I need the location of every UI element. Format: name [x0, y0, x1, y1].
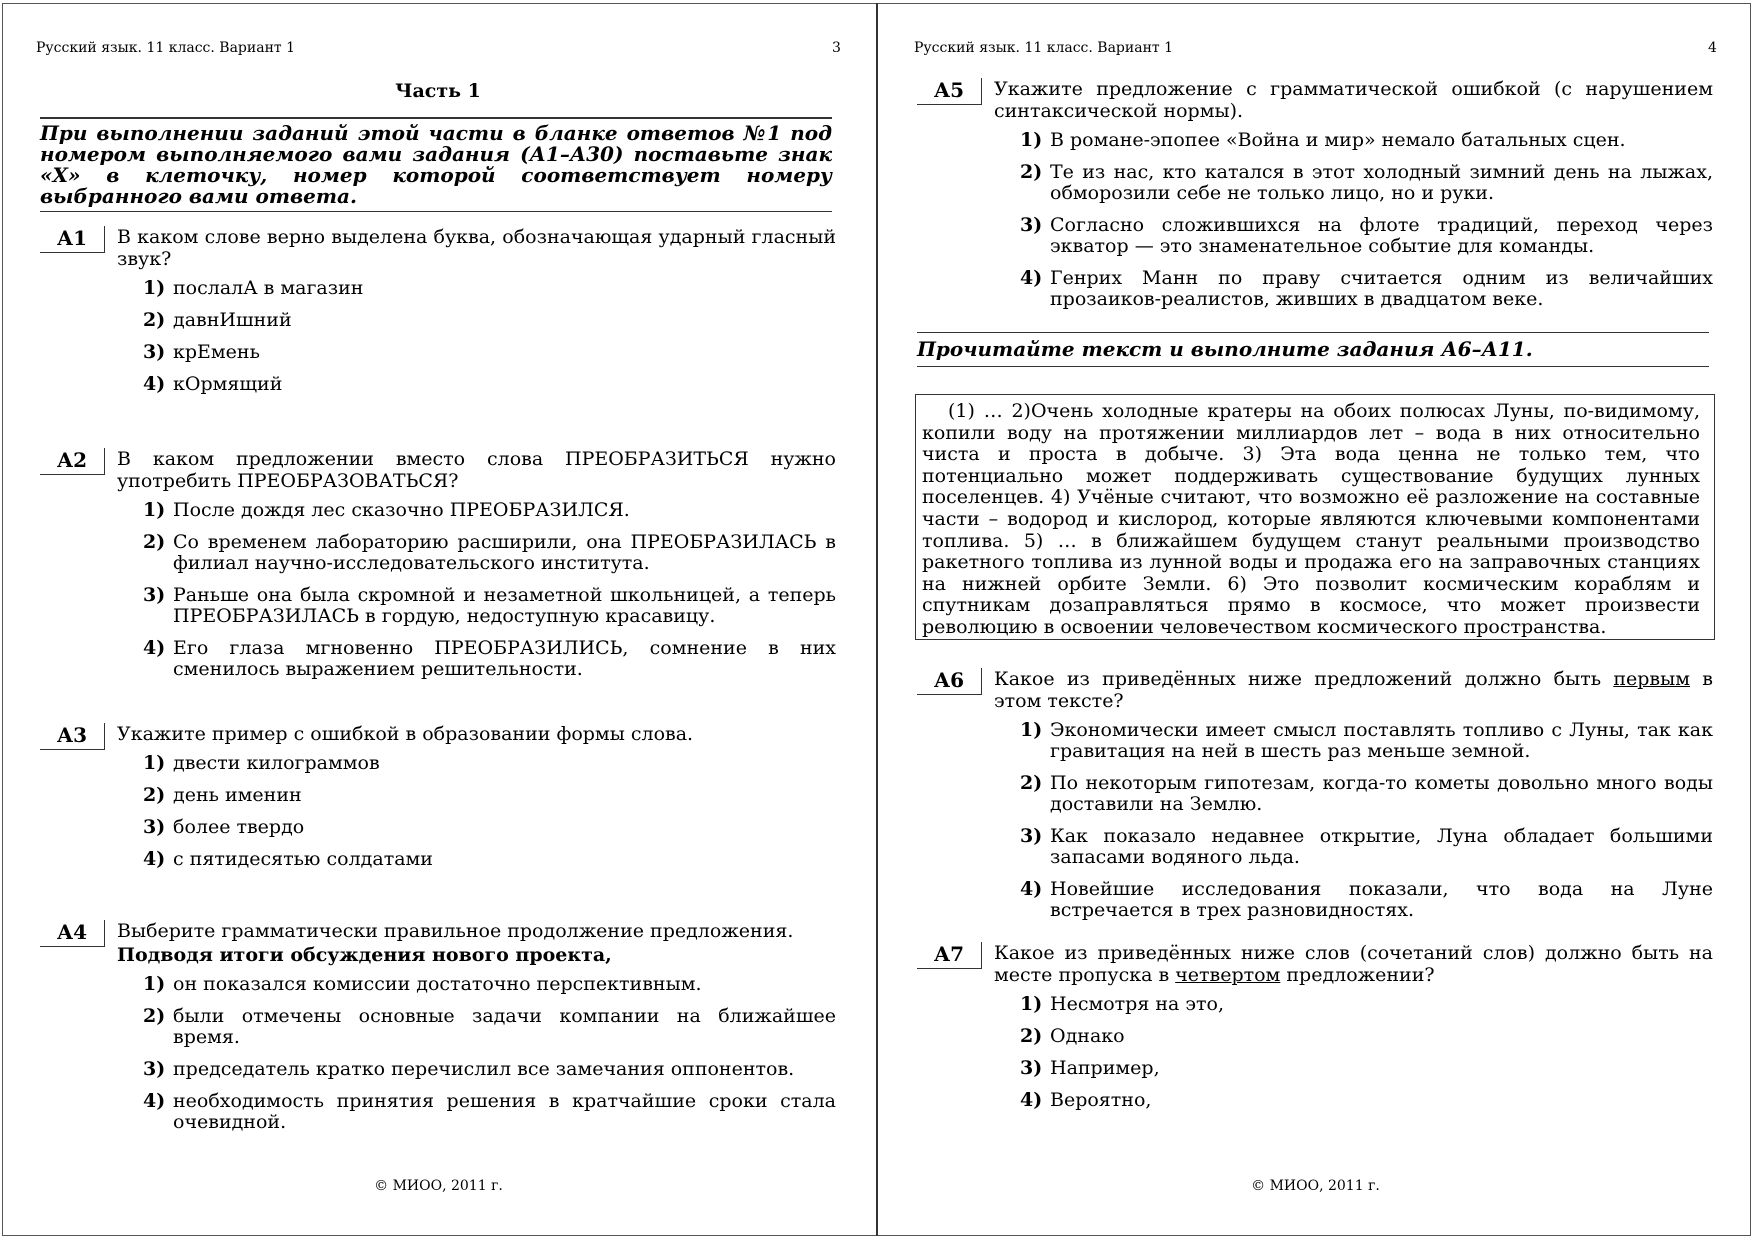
option-3[interactable]	[1020, 826, 1713, 868]
task-number: А3	[40, 723, 105, 750]
option-2[interactable]	[143, 785, 836, 806]
option-number: 3)	[1020, 1057, 1043, 1079]
option-number: 2)	[143, 309, 166, 331]
option-2[interactable]	[143, 532, 836, 574]
option-text: необходимость принятия решения в кратчайшие сроки стала очевидной.	[173, 1090, 836, 1133]
option-number: 3)	[1020, 825, 1043, 847]
option-4[interactable]	[143, 1091, 836, 1133]
page-footer: © МИОО, 2011 г.	[374, 1178, 503, 1194]
option-number: 1)	[143, 752, 166, 774]
option-text: Экономически имеет смысл поставлять топливо с Луны, так как гравитация на ней в шесть раз меньше земной.	[1050, 719, 1713, 762]
task-question: Укажите пример с ошибкой в образовании формы слова.	[117, 723, 694, 745]
option-text: председатель кратко перечислил все замечания оппонентов.	[173, 1058, 795, 1080]
option-text: давнИшний	[173, 309, 292, 331]
options	[1020, 130, 1713, 310]
option-number: 2)	[1020, 1025, 1043, 1047]
read-instruction: Прочитайте текст и выполните задания А6–А11.	[917, 332, 1709, 367]
option-text: послалА в магазин	[173, 277, 364, 299]
option-2[interactable]	[1020, 162, 1713, 204]
option-number: 1)	[143, 973, 166, 995]
option-2[interactable]	[1020, 1026, 1713, 1047]
option-number: 3)	[143, 584, 166, 606]
option-3[interactable]	[143, 1059, 836, 1080]
task-number: А6	[917, 668, 982, 695]
option-number: 1)	[1020, 129, 1043, 151]
option-4[interactable]	[143, 638, 836, 680]
options	[143, 278, 836, 395]
option-text: Например,	[1050, 1057, 1160, 1079]
option-text: Вероятно,	[1050, 1089, 1152, 1111]
option-4[interactable]	[143, 849, 836, 870]
task-question: В каком слове верно выделена буква, обозначающая ударный гласный звук?	[117, 226, 836, 270]
page-number: 3	[832, 40, 841, 56]
option-1[interactable]	[143, 753, 836, 774]
option-text: По некоторым гипотезам, когда-то кометы довольно много воды доставили на Землю.	[1050, 772, 1713, 815]
question-underlined: четвертом	[1175, 964, 1281, 986]
task-number: А2	[40, 448, 105, 475]
task-question	[994, 668, 1713, 712]
option-1[interactable]	[1020, 130, 1713, 151]
page-header: Русский язык. 11 класс. Вариант 1	[914, 40, 1174, 56]
option-number: 1)	[143, 277, 166, 299]
options	[143, 974, 836, 1133]
option-number: 1)	[1020, 719, 1043, 741]
option-number: 4)	[143, 1090, 166, 1112]
option-number: 2)	[1020, 161, 1043, 183]
option-text: Генрих Манн по праву считается одним из величайших прозаиков-реалистов, живших в двадцатом веке.	[1050, 267, 1713, 310]
options	[143, 753, 836, 870]
option-text: кОрмящий	[173, 373, 283, 395]
option-number: 4)	[143, 637, 166, 659]
question-text-end: предложении?	[1280, 964, 1435, 986]
task-question: В каком предложении вместо слова ПРЕОБРАЗИТЬСЯ нужно употребить ПРЕОБРАЗОВАТЬСЯ?	[117, 448, 836, 492]
task-a2	[40, 448, 836, 691]
option-3[interactable]	[1020, 215, 1713, 257]
task-number: А4	[40, 920, 105, 947]
right-page	[877, 0, 1754, 1239]
task-a7	[917, 942, 1713, 1122]
option-1[interactable]	[143, 278, 836, 299]
task-number: А7	[917, 942, 982, 969]
task-number: А5	[917, 78, 982, 105]
option-1[interactable]	[1020, 720, 1713, 762]
option-text: Несмотря на это,	[1050, 993, 1225, 1015]
page-footer: © МИОО, 2011 г.	[1251, 1178, 1380, 1194]
task-a4	[40, 920, 836, 1144]
option-text: двести килограммов	[173, 752, 380, 774]
option-number: 4)	[1020, 1089, 1043, 1111]
reading-text-box	[915, 394, 1715, 640]
option-number: 2)	[143, 784, 166, 806]
option-4[interactable]	[1020, 1090, 1713, 1111]
option-number: 3)	[1020, 214, 1043, 236]
task-a6	[917, 668, 1713, 932]
option-number: 4)	[143, 848, 166, 870]
option-text: Раньше она была скромной и незаметной школьницей, а теперь ПРЕОБРАЗИЛАСЬ в гордую, недоступную красавицу.	[173, 584, 836, 627]
option-text: Те из нас, кто катался в этот холодный зимний день на лыжах, обморозили себе не только лицо, но и руки.	[1050, 161, 1713, 204]
option-number: 2)	[143, 531, 166, 553]
task-question: Укажите предложение с грамматической ошибкой (с нарушением синтаксической нормы).	[994, 78, 1713, 122]
option-text: Новейшие исследования показали, что вода на Луне встречается в трех разновидностях.	[1050, 878, 1713, 921]
question-bold-text: Подводя итоги обсуждения нового проекта,	[117, 944, 612, 966]
option-4[interactable]	[1020, 268, 1713, 310]
task-a3	[40, 723, 836, 881]
option-number: 2)	[1020, 772, 1043, 794]
task-number: А1	[40, 226, 105, 253]
task-question	[117, 920, 836, 966]
option-3[interactable]	[143, 342, 836, 363]
question-text-end: в этом тексте?	[994, 668, 1713, 712]
option-text: В романе-эпопее «Война и мир» немало батальных сцен.	[1050, 129, 1626, 151]
task-a5	[917, 78, 1713, 321]
option-text: он показался комиссии достаточно перспективным.	[173, 973, 702, 995]
option-3[interactable]	[1020, 1058, 1713, 1079]
option-1[interactable]	[1020, 994, 1713, 1015]
options	[1020, 994, 1713, 1111]
option-number: 3)	[143, 816, 166, 838]
option-4[interactable]	[1020, 879, 1713, 921]
option-number: 1)	[1020, 993, 1043, 1015]
option-3[interactable]	[143, 817, 836, 838]
options	[143, 500, 836, 680]
instruction: При выполнении заданий этой части в бланке ответов №1 под номером выполняемого вами задания (А1–А30) поставьте знак «Х» в клеточку, номер которой соответствует номеру выбранного вами ответа.	[40, 117, 832, 212]
reading-text: (1) … 2)Очень холодные кратеры на обоих полюсах Луны, по-видимому, копили воду на протяжении миллиардов лет – вода в них относительно чиста и проста в добыче. 3) Эта вода ценна не только тем, что потенциально может поддерживать существование будущих лунных поселенцев. 4) Учёные считают, что возможно её разложение на составные части – водород и кислород, которые являются ключевыми компонентами топлива. 5) … в ближайшем будущем станут реальными производство ракетного топлива из лунной воды и продажа его на заправочных станциях на нижней орбите Земли. 6) Это позволит космическим кораблям и спутникам дозаправляться прямо в космосе, что может произвести революцию в освоении человечеством космического пространства.	[922, 400, 1700, 638]
option-4[interactable]	[143, 374, 836, 395]
option-1[interactable]	[143, 974, 836, 995]
options	[1020, 720, 1713, 921]
option-text: крЕмень	[173, 341, 260, 363]
option-2[interactable]	[143, 310, 836, 331]
option-text: Со временем лабораторию расширили, она ПРЕОБРАЗИЛАСЬ в филиал научно-исследовательского института.	[173, 531, 836, 574]
question-text: Какое из приведённых ниже предложений должно быть	[994, 668, 1614, 690]
option-text: Согласно сложившихся на флоте традиций, переход через экватор — это знаменательное событие для команды.	[1050, 214, 1713, 257]
option-number: 2)	[143, 1005, 166, 1027]
option-text: с пятидесятью солдатами	[173, 848, 433, 870]
option-number: 4)	[143, 373, 166, 395]
part-title: Часть 1	[395, 80, 481, 102]
question-underlined: первым	[1613, 668, 1691, 690]
page-number: 4	[1708, 40, 1717, 56]
option-number: 4)	[1020, 267, 1043, 289]
question-text: Выберите грамматически правильное продолжение предложения.	[117, 920, 794, 942]
task-question	[994, 942, 1713, 986]
option-number: 3)	[143, 341, 166, 363]
option-number: 1)	[143, 499, 166, 521]
option-text: После дождя лес сказочно ПРЕОБРАЗИЛСЯ.	[173, 499, 630, 521]
option-2[interactable]	[1020, 773, 1713, 815]
option-text: Его глаза мгновенно ПРЕОБРАЗИЛИСЬ, сомнение в них сменилось выражением решительности.	[173, 637, 836, 680]
option-text: день именин	[173, 784, 302, 806]
option-2[interactable]	[143, 1006, 836, 1048]
option-3[interactable]	[143, 585, 836, 627]
option-1[interactable]	[143, 500, 836, 521]
option-text: Как показало недавнее открытие, Луна обладает большими запасами водяного льда.	[1050, 825, 1713, 868]
question-text: Какое из приведённых ниже слов (сочетаний слов) должно быть на месте пропуска в	[994, 942, 1713, 986]
option-number: 4)	[1020, 878, 1043, 900]
option-text: были отмечены основные задачи компании на ближайшее время.	[173, 1005, 836, 1048]
task-a1	[40, 226, 836, 406]
option-text: более твердо	[173, 816, 305, 838]
option-number: 3)	[143, 1058, 166, 1080]
option-text: Однако	[1050, 1025, 1125, 1047]
page-header: Русский язык. 11 класс. Вариант 1	[36, 40, 296, 56]
